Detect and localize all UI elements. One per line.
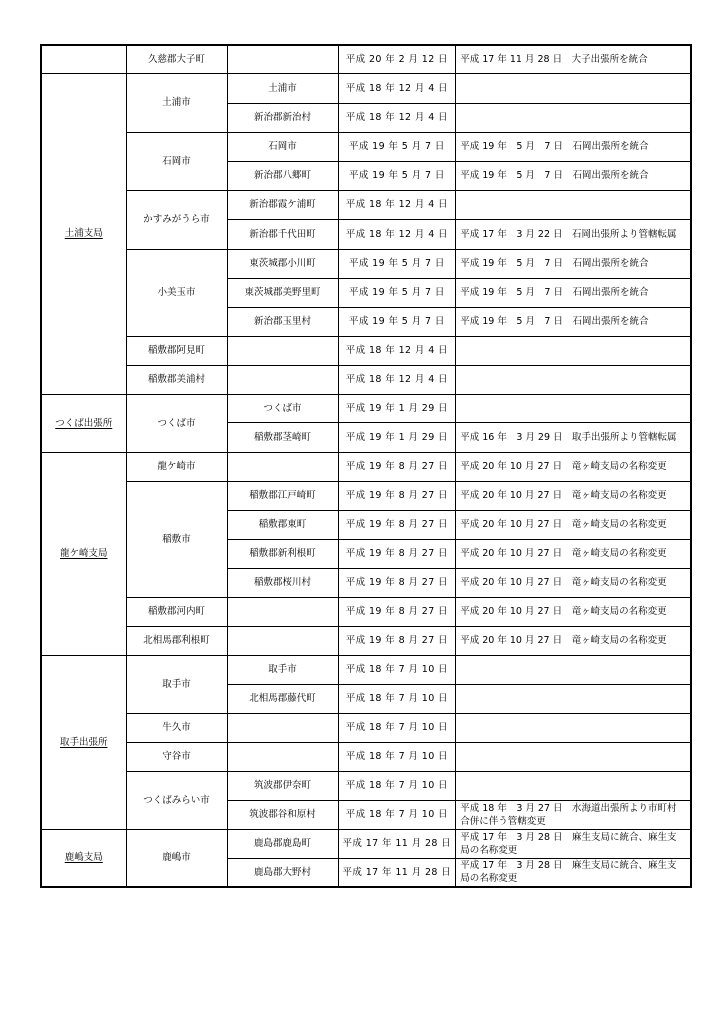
date-cell: 平成 18 年 7 月 10 日 [338, 684, 456, 713]
municipality-cell: 稲敷郡阿見町 [126, 336, 227, 365]
note-cell: 平成 20 年 10 月 27 日 竜ヶ崎支局の名称変更 [456, 626, 691, 655]
table-row [41, 365, 691, 394]
former-municipality-cell [227, 45, 338, 73]
note-cell: 平成 19 年 5 月 7 日 石岡出張所を統合 [456, 307, 691, 336]
former-municipality-cell: 稲敷郡江戸崎町 [227, 481, 338, 510]
date-cell: 平成 18 年 7 月 10 日 [338, 655, 456, 684]
office-name-cell: 土浦支局 [41, 73, 126, 394]
table-row [41, 771, 691, 800]
municipality-cell: 龍ケ崎市 [126, 452, 227, 481]
date-cell: 平成 19 年 5 月 7 日 [338, 307, 456, 336]
date-cell: 平成 18 年 7 月 10 日 [338, 771, 456, 800]
note-cell: 平成 18 年 3 月 27 日 水海道出張所より市町村合併に伴う管轄変更 [456, 800, 691, 829]
office-name-cell: つくば出張所 [41, 394, 126, 452]
date-cell: 平成 19 年 5 月 7 日 [338, 132, 456, 161]
municipality-cell: つくばみらい市 [126, 771, 227, 829]
municipality-cell: 久慈郡大子町 [126, 45, 227, 73]
table-row [41, 394, 691, 422]
former-municipality-cell [227, 597, 338, 626]
former-municipality-cell: 新治郡千代田町 [227, 219, 338, 249]
note-cell [456, 103, 691, 132]
table-row [41, 132, 691, 161]
municipality-cell: 守谷市 [126, 742, 227, 771]
table-row [41, 481, 691, 510]
former-municipality-cell: 稲敷郡桜川村 [227, 568, 338, 597]
note-cell: 平成 16 年 3 月 29 日 取手出張所より管轄転属 [456, 422, 691, 452]
former-municipality-cell: 取手市 [227, 655, 338, 684]
table-row [41, 829, 691, 858]
office-name-cell [41, 45, 126, 73]
former-municipality-cell: 稲敷郡茎崎町 [227, 422, 338, 452]
office-name-cell: 鹿嶋支局 [41, 829, 126, 887]
municipality-cell: 土浦市 [126, 73, 227, 132]
date-cell: 平成 18 年 12 月 4 日 [338, 103, 456, 132]
note-cell: 平成 19 年 5 月 7 日 石岡出張所を統合 [456, 132, 691, 161]
former-municipality-cell: 新治郡八郷町 [227, 161, 338, 190]
date-cell: 平成 19 年 8 月 27 日 [338, 481, 456, 510]
office-name-cell: 取手出張所 [41, 655, 126, 829]
note-cell: 平成 20 年 10 月 27 日 竜ヶ崎支局の名称変更 [456, 539, 691, 568]
table-row [41, 336, 691, 365]
date-cell: 平成 18 年 12 月 4 日 [338, 190, 456, 219]
date-cell: 平成 19 年 1 月 29 日 [338, 422, 456, 452]
date-cell: 平成 18 年 7 月 10 日 [338, 742, 456, 771]
municipality-cell: 稲敷郡河内町 [126, 597, 227, 626]
note-cell [456, 684, 691, 713]
former-municipality-cell [227, 626, 338, 655]
note-cell [456, 655, 691, 684]
municipality-cell: 牛久市 [126, 713, 227, 742]
municipality-cell: 小美玉市 [126, 249, 227, 336]
note-cell: 平成 20 年 10 月 27 日 竜ヶ崎支局の名称変更 [456, 481, 691, 510]
date-cell: 平成 18 年 12 月 4 日 [338, 365, 456, 394]
note-cell: 平成 17 年 3 月 22 日 石岡出張所より管轄転属 [456, 219, 691, 249]
former-municipality-cell: 筑波郡谷和原村 [227, 800, 338, 829]
municipality-cell: 石岡市 [126, 132, 227, 190]
note-cell [456, 742, 691, 771]
former-municipality-cell: 新治郡霞ケ浦町 [227, 190, 338, 219]
date-cell: 平成 19 年 1 月 29 日 [338, 394, 456, 422]
note-cell: 平成 20 年 10 月 27 日 竜ヶ崎支局の名称変更 [456, 568, 691, 597]
former-municipality-cell: 鹿島郡大野村 [227, 858, 338, 887]
date-cell: 平成 19 年 8 月 27 日 [338, 452, 456, 481]
note-cell: 平成 17 年 11 月 28 日 大子出張所を統合 [456, 45, 691, 73]
date-cell: 平成 18 年 7 月 10 日 [338, 713, 456, 742]
former-municipality-cell: 北相馬郡藤代町 [227, 684, 338, 713]
note-cell: 平成 19 年 5 月 7 日 石岡出張所を統合 [456, 161, 691, 190]
table-row [41, 713, 691, 742]
former-municipality-cell: 筑波郡伊奈町 [227, 771, 338, 800]
note-cell [456, 394, 691, 422]
note-cell: 平成 20 年 10 月 27 日 竜ヶ崎支局の名称変更 [456, 597, 691, 626]
former-municipality-cell: 土浦市 [227, 73, 338, 103]
table-row [41, 655, 691, 684]
date-cell: 平成 19 年 8 月 27 日 [338, 597, 456, 626]
table-row [41, 249, 691, 278]
date-cell: 平成 19 年 8 月 27 日 [338, 510, 456, 539]
municipality-cell: 鹿嶋市 [126, 829, 227, 887]
table-row [41, 45, 691, 73]
note-cell: 平成 19 年 5 月 7 日 石岡出張所を統合 [456, 278, 691, 307]
date-cell: 平成 20 年 2 月 12 日 [338, 45, 456, 73]
date-cell: 平成 19 年 5 月 7 日 [338, 278, 456, 307]
note-cell: 平成 17 年 3 月 28 日 麻生支局に統合、麻生支局の名称変更 [456, 858, 691, 887]
municipality-cell: つくば市 [126, 394, 227, 452]
municipality-cell: 稲敷市 [126, 481, 227, 597]
former-municipality-cell: 稲敷郡新利根町 [227, 539, 338, 568]
note-cell [456, 190, 691, 219]
date-cell: 平成 18 年 12 月 4 日 [338, 73, 456, 103]
former-municipality-cell [227, 452, 338, 481]
former-municipality-cell [227, 713, 338, 742]
municipality-cell: 北相馬郡利根町 [126, 626, 227, 655]
former-municipality-cell [227, 365, 338, 394]
former-municipality-cell: 東茨城郡小川町 [227, 249, 338, 278]
note-cell [456, 73, 691, 103]
table-row [41, 73, 691, 103]
former-municipality-cell [227, 336, 338, 365]
former-municipality-cell: つくば市 [227, 394, 338, 422]
municipality-cell: 取手市 [126, 655, 227, 713]
date-cell: 平成 17 年 11 月 28 日 [338, 858, 456, 887]
former-municipality-cell: 新治郡玉里村 [227, 307, 338, 336]
municipality-cell: 稲敷郡美浦村 [126, 365, 227, 394]
former-municipality-cell: 稲敷郡東町 [227, 510, 338, 539]
date-cell: 平成 19 年 8 月 27 日 [338, 568, 456, 597]
date-cell: 平成 19 年 5 月 7 日 [338, 161, 456, 190]
date-cell: 平成 19 年 8 月 27 日 [338, 626, 456, 655]
municipality-cell: かすみがうら市 [126, 190, 227, 249]
date-cell: 平成 17 年 11 月 28 日 [338, 829, 456, 858]
note-cell: 平成 20 年 10 月 27 日 竜ヶ崎支局の名称変更 [456, 452, 691, 481]
note-cell [456, 365, 691, 394]
date-cell: 平成 19 年 8 月 27 日 [338, 539, 456, 568]
date-cell: 平成 18 年 12 月 4 日 [338, 336, 456, 365]
table-row [41, 190, 691, 219]
municipality-table [40, 44, 692, 888]
date-cell: 平成 18 年 12 月 4 日 [338, 219, 456, 249]
table-row [41, 626, 691, 655]
note-cell [456, 336, 691, 365]
table-row [41, 452, 691, 481]
note-cell [456, 771, 691, 800]
former-municipality-cell [227, 742, 338, 771]
former-municipality-cell: 東茨城郡美野里町 [227, 278, 338, 307]
office-name-cell: 龍ケ崎支局 [41, 452, 126, 655]
note-cell: 平成 20 年 10 月 27 日 竜ヶ崎支局の名称変更 [456, 510, 691, 539]
former-municipality-cell: 石岡市 [227, 132, 338, 161]
table-row [41, 597, 691, 626]
former-municipality-cell: 新治郡新治村 [227, 103, 338, 132]
note-cell: 平成 19 年 5 月 7 日 石岡出張所を統合 [456, 249, 691, 278]
date-cell: 平成 18 年 7 月 10 日 [338, 800, 456, 829]
date-cell: 平成 19 年 5 月 7 日 [338, 249, 456, 278]
former-municipality-cell: 鹿島郡鹿島町 [227, 829, 338, 858]
note-cell: 平成 17 年 3 月 28 日 麻生支局に統合、麻生支局の名称変更 [456, 829, 691, 858]
note-cell [456, 713, 691, 742]
table-row [41, 742, 691, 771]
